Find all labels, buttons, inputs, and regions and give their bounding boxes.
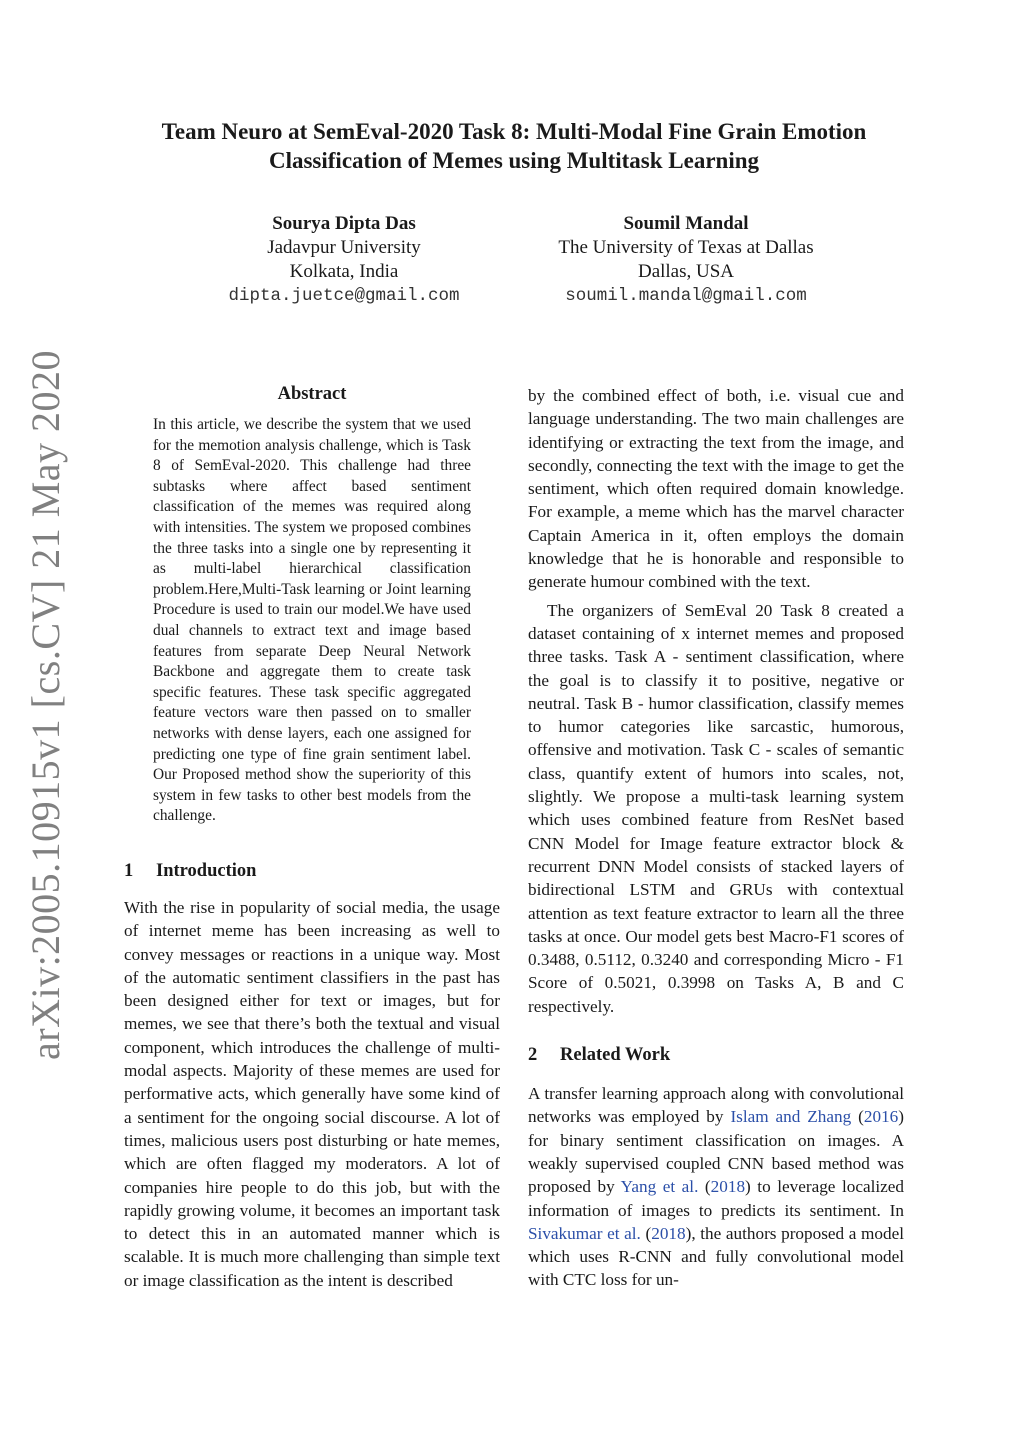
related-work-paragraph bbox=[528, 1082, 904, 1292]
author-email[interactable]: soumil.mandal@gmail.com bbox=[565, 286, 807, 306]
section-number: 2 bbox=[528, 1045, 538, 1066]
paper-title bbox=[100, 117, 928, 175]
abstract-heading: Abstract bbox=[277, 384, 347, 404]
right-column bbox=[528, 384, 904, 1292]
section-number: 1 bbox=[124, 861, 134, 881]
abstract-section bbox=[153, 384, 471, 827]
author-affiliation: Jadavpur University bbox=[267, 237, 421, 258]
title-line-2: Classification of Memes using Multitask Learning bbox=[268, 148, 760, 173]
author-block-2 bbox=[496, 212, 876, 308]
citation-year-link[interactable]: 2018 bbox=[651, 1223, 686, 1243]
author-name: Soumil Mandal bbox=[623, 213, 749, 234]
title-line-1: Team Neuro at SemEval-2020 Task 8: Multi-Modal Fine Grain Emotion bbox=[161, 119, 867, 144]
text-run: ( bbox=[640, 1223, 652, 1243]
text-run: ) to leverage localized information of images to predicts its sentiment. In bbox=[528, 1177, 904, 1220]
citation-year-link[interactable]: 2016 bbox=[863, 1107, 899, 1127]
introduction-paragraph-2: The organizers of SemEval 20 Task 8 created a dataset containing of x internet memes and proposed three tasks. Task A - sentiment classification, where the goal is to classify it to positive, negative or neutral. Task B - humor classification, classify memes to humor categories like sarcastic, humorous, offensive and motivation. Task C - scales of semantic class, quantify extent of humors into scales, not, slightly. We propose a multi-task learning system which uses combined feature from ResNet based CNN Model for Image feature extractor block & recurrent DNN Model consists of stacked layers of bidirectional LSTM and GRUs with contextual attention as text feature extractor to learn all the three tasks at once. Our model gets best Macro-F1 scores of 0.3488, 0.5112, 0.3240 and corresponding Micro - F1 Score of 0.5021, 0.3998 on Tasks A, B and C respectively. bbox=[528, 600, 904, 1016]
introduction-heading bbox=[124, 861, 500, 882]
author-location: Dallas, USA bbox=[637, 261, 735, 282]
text-run: ( bbox=[698, 1177, 711, 1197]
introduction-paragraph: With the rise in popularity of social media, the usage of internet meme has been increasing as well to convey messages or reactions in a unique way. Most of the automatic sentiment classifiers in the past has been designed either for text or images, but for memes, we see that there’s both the textual and visual component, which introduces the challenge of multi-modal aspects. Majority of these memes are used for performative acts, which generally have some kind of a sentiment for the ongoing social discourse. A lot of times, malicious users post disturbing or hate memes, which are often flagged my moderators. A lot of companies hire people to do this job, but with the rapidly growing volume, it becomes an important task to detect this in an automated manner which is scalable. It is much more challenging than simple text or image classification as the intent is described bbox=[124, 898, 500, 1290]
citation-link[interactable]: Yang et al. bbox=[620, 1177, 699, 1197]
text-run: ( bbox=[851, 1107, 864, 1127]
citation-year-link[interactable]: 2018 bbox=[710, 1177, 746, 1197]
introduction-continuation: by the combined effect of both, i.e. visual cue and language understanding. The two main challenges are identifying or extracting the text from the image, and secondly, connecting the text with the image to get the sentiment, which often required domain knowledge. For example, a meme which has the marvel character Captain America in it, often employs the domain knowledge that he is honorable and responsible to generate humour combined with the text. bbox=[528, 386, 904, 592]
author-location: Kolkata, India bbox=[289, 261, 399, 282]
author-email[interactable]: dipta.juetce@gmail.com bbox=[228, 286, 460, 306]
section-title: Related Work bbox=[560, 1045, 671, 1066]
text-run: ) for binary sentiment classification on images. A weakly supervised coupled CNN based method was proposed by bbox=[528, 1107, 904, 1197]
related-work-heading bbox=[528, 1045, 904, 1066]
abstract-text: In this article, we describe the system that we used for the memotion analysis challenge, which is Task 8 of SemEval-2020. This challenge had three subtasks where affect based sentiment classification of the memes was required along with intensities. The system we proposed combines the three tasks into a single one by representing it as multi-label hierarchical classification problem.Here,Multi-Task learning or Joint learning Procedure is used to train our model.We have used dual channels to extract text and image based features from separate Deep Neural Network Backbone and aggregate them to create task specific features. These task specific aggregated feature vectors ware then passed on to smaller networks with dense layers, each one assigned for predicting one type of fine grain sentiment label. Our Proposed method show the superiority of this system in few tasks to other best models from the challenge. bbox=[153, 416, 471, 825]
introduction-section bbox=[124, 861, 500, 1292]
arxiv-identifier: arXiv:2005.10915v1 [cs.CV] 21 May 2020 bbox=[23, 349, 68, 1060]
text-run: ), the authors proposed a model which uses R-CNN and fully convolutional model with CTC loss for un- bbox=[528, 1223, 904, 1290]
section-title: Introduction bbox=[156, 861, 257, 881]
citation-link[interactable]: Islam and Zhang bbox=[730, 1107, 852, 1127]
citation-link[interactable]: Sivakumar et al. bbox=[528, 1223, 641, 1243]
text-run: A transfer learning approach along with convolutional networks was employed by bbox=[528, 1084, 904, 1127]
author-affiliation: The University of Texas at Dallas bbox=[558, 237, 814, 258]
author-name: Sourya Dipta Das bbox=[272, 213, 416, 234]
author-block-1 bbox=[154, 212, 534, 308]
